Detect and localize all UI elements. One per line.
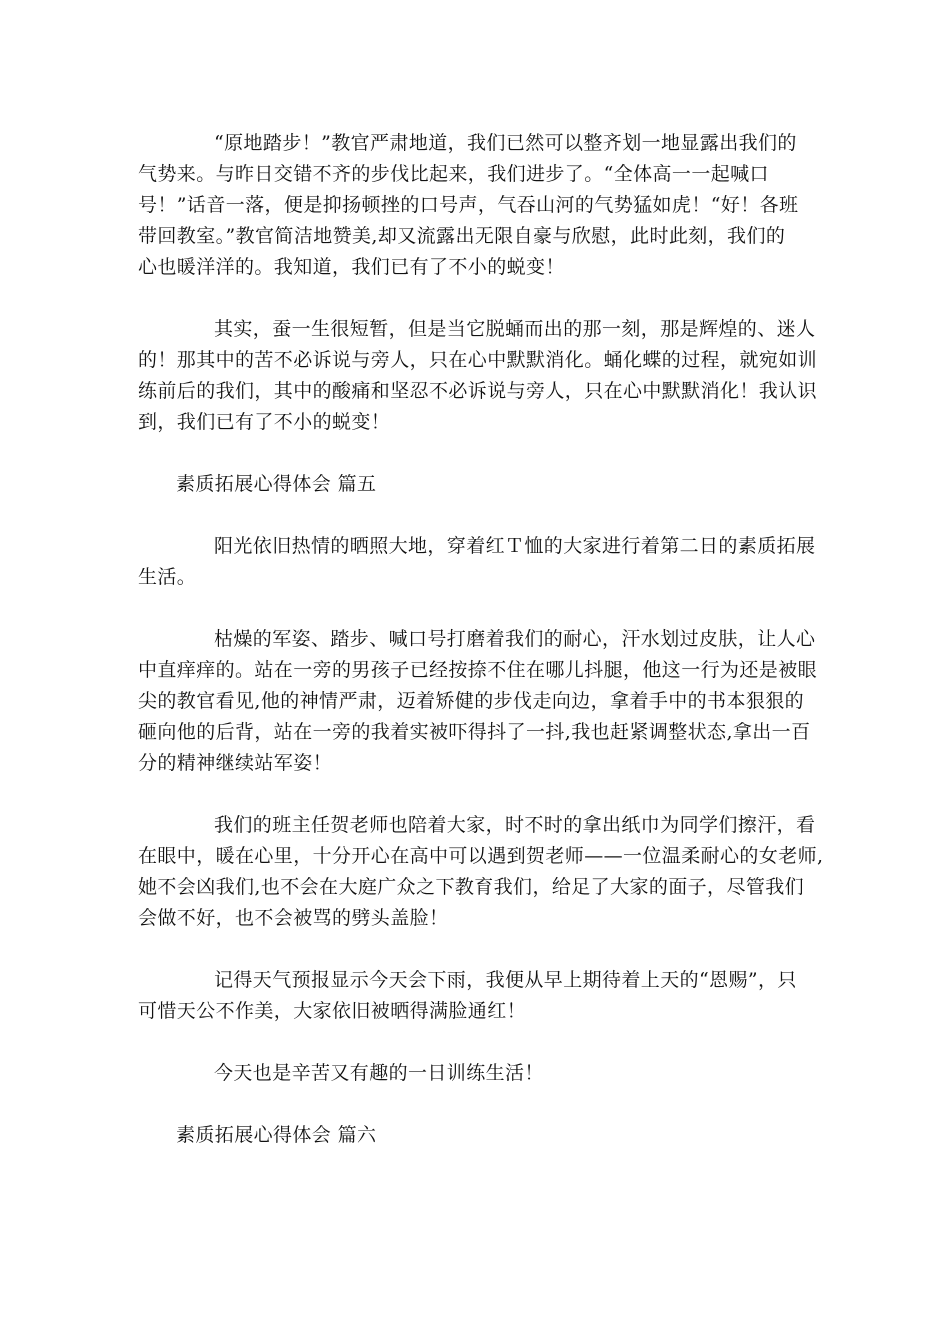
section-heading-part-five: 素质拓展心得体会 篇五 [176,473,377,495]
paragraph-spacer [138,593,818,624]
paragraph-spacer [138,283,818,314]
text-line: 中直痒痒的。站在一旁的男孩子已经按捺不住在哪儿抖腿，他这一行为还是被眼 [138,659,818,681]
paragraph-spacer [138,1089,818,1120]
text-line: 心也暖洋洋的。我知道，我们已有了不小的蜕变！ [138,256,565,278]
text-line: 到，我们已有了不小的蜕变！ [138,411,391,433]
text-line: 我们的班主任贺老师也陪着大家，时不时的拿出纸巾为同学们擦汗，看 [214,814,816,836]
paragraph-military-posture [138,624,818,779]
text-line: 可惜天公不作美，大家依旧被晒得满脸通红！ [138,1000,527,1022]
paragraph-sunshine [138,531,818,593]
text-line: 带回教室。”教官简洁地赞美,却又流露出无限自豪与欣慰，此时此刻，我们的 [138,225,786,247]
text-line: 生活。 [138,566,197,588]
paragraph-silkworm [138,314,818,438]
paragraph-weather [138,965,818,1027]
text-line: 枯燥的军姿、踏步、喊口号打磨着我们的耐心，汗水划过皮肤，让人心 [214,628,816,650]
text-line: 的！那其中的苦不必诉说与旁人，只在心中默默消化。蛹化蝶的过程，就宛如训 [138,349,818,371]
paragraph-spacer [138,779,818,810]
paragraph-teacher [138,810,824,934]
text-line: 今天也是辛苦又有趣的一日训练生活！ [214,1062,544,1084]
paragraph-closing [138,1058,818,1089]
text-line: 阳光依旧热情的晒照大地，穿着红Ｔ恤的大家进行着第二日的素质拓展 [214,535,816,557]
text-line: 记得天气预报显示今天会下雨，我便从早上期待着上天的“恩赐”，只 [214,969,797,991]
paragraph-spacer [138,1027,818,1058]
text-line: 号！”话音一落，便是抑扬顿挫的口号声，气吞山河的气势猛如虎！“好！各班 [138,194,799,216]
paragraph-spacer [138,500,818,531]
text-line: 练前后的我们，其中的酸痛和坚忍不必诉说与旁人，只在心中默默消化！我认识 [138,380,818,402]
text-line: 其实，蚕一生很短暂，但是当它脱蛹而出的那一刻，那是辉煌的、迷人 [214,318,816,340]
text-line: 在眼中，暖在心里，十分开心在高中可以遇到贺老师——一位温柔耐心的女老师, [138,845,824,867]
text-line: 她不会凶我们,也不会在大庭广众之下教育我们，给足了大家的面子，尽管我们 [138,876,805,898]
text-line: 会做不好，也不会被骂的劈头盖脸！ [138,907,449,929]
text-line: 砸向他的后背，站在一旁的我着实被吓得抖了一抖,我也赶紧调整状态,拿出一百 [138,721,811,743]
paragraph-spacer [138,438,818,469]
text-line: 尖的教官看见,他的神情严肃，迈着矫健的步伐走向边，拿着手中的书本狠狠的 [138,690,805,712]
text-line: 气势来。与昨日交错不齐的步伐比起来，我们进步了。“全体高一一起喊口 [138,163,769,185]
document-page [138,128,824,1151]
text-line: 分的精神继续站军姿！ [138,752,333,774]
section-heading-part-six: 素质拓展心得体会 篇六 [176,1124,377,1146]
paragraph-spacer [138,934,818,965]
paragraph-drill [138,128,818,283]
text-line: “原地踏步！”教官严肃地道，我们已然可以整齐划一地显露出我们的 [214,132,797,154]
